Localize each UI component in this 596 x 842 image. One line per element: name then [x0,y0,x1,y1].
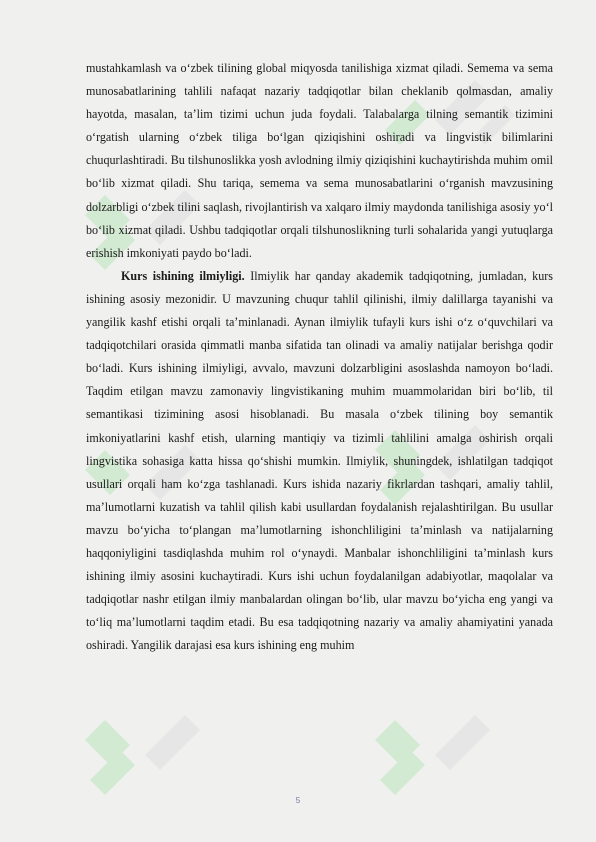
paragraph-1: mustahkamlash va o‘zbek tilining global miqyosda tanilishiga xizmat qiladi. Semema va sema munosabatlarining tahlili nafaqat nazariy tadqiqotlar bilan cheklanib qolmasdan, amaliy hayotda, masalan, ta’lim tizimi uchun juda foydali. Talabalarga tilning semantik tizimini o‘rgatish ularning o‘zbek tiliga bo‘lgan qiziqishini oshiradi va lingvistik bilimlarini chuqurlashtiradi. Bu tilshunoslikka yosh avlodning ilmiy qiziqishini kuchaytirishda muhim omil bo‘lib xizmat qiladi. Shu tariqa, semema va sema munosabatlarini o‘rganish mavzusining dolzarbligi o‘zbek tilini saqlash, rivojlantirish va xalqaro ilmiy maydonda tanilishiga asosiy yo‘l bo‘lib xizmat qiladi. Ushbu tadqiqotlar orqali tilshunoslikning turli sohalarida yangi yutuqlarga erishish imkoniyati paydo bo‘ladi. [86,61,553,260]
watermark-icon [375,700,525,810]
section-heading: Kurs ishining ilmiyligi. [121,268,245,283]
page-number: 5 [295,796,301,805]
paragraph-2 [86,265,553,658]
body-text [86,57,553,657]
watermark-icon [85,700,235,810]
paragraph-2-text: Ilmiylik har qanday akademik tadqiqotning, jumladan, kurs ishining asosiy mezonidir. U mavzuning chuqur tahlil qilinishi, ilmiy dalillarga tayanishi va yangilik kashf etishi orqali ta’minlanadi. Aynan ilmiylik tufayli kurs ishi o‘z o‘quvchilari va tadqiqotchilari orasida qimmatli manba sifatida tan olinadi va amaliy natijalar berishga qodir bo‘ladi. Kurs ishining ilmiyligi, avvalo, mavzuni dolzarbligini asoslashda namoyon bo‘ladi. Taqdim etilgan mavzu zamonaviy lingvistikaning muhim muammolaridan biri bo‘lib, til semantikasi tizimining asosi hisoblanadi. Bu masala o‘zbek tilining boy semantik imkoniyatlarini kashf etish, ularning mantiqiy va tizimli tahlilini amalga oshirish orqali lingvistika sohasiga katta hissa qo‘shishi mumkin. Ilmiylik, shuningdek, ishlatilgan tadqiqot usullari orqali ham ko‘zga tashlanadi. Kurs ishida nazariy fikrlardan tashqari, amaliy tahlil, ma’lumotlarni kuzatish va tahlil qilish kabi usullardan foydalanish rejalashtirilgan. Bu usullar mavzu bo‘yicha to‘plangan ma’lumotlarning ishonchliligini ta’minlash va natijalarning haqqoniyligini tasdiqlashda muhim rol o‘ynaydi. Manbalar ishonchliligini ta’minlash kurs ishining ilmiy asosini kuchaytiradi. Kurs ishi uchun foydalanilgan adabiyotlar, maqolalar va tadqiqotlar nashr etilgan ilmiy manbalardan olingan bo‘lib, ular mavzu bo‘yicha eng yangi va to‘liq ma’lumotlarni taqdim etadi. Bu esa tadqiqotning nazariy va amaliy ahamiyatini yanada oshiradi. Yangilik darajasi esa kurs ishining eng muhim [86,268,553,653]
